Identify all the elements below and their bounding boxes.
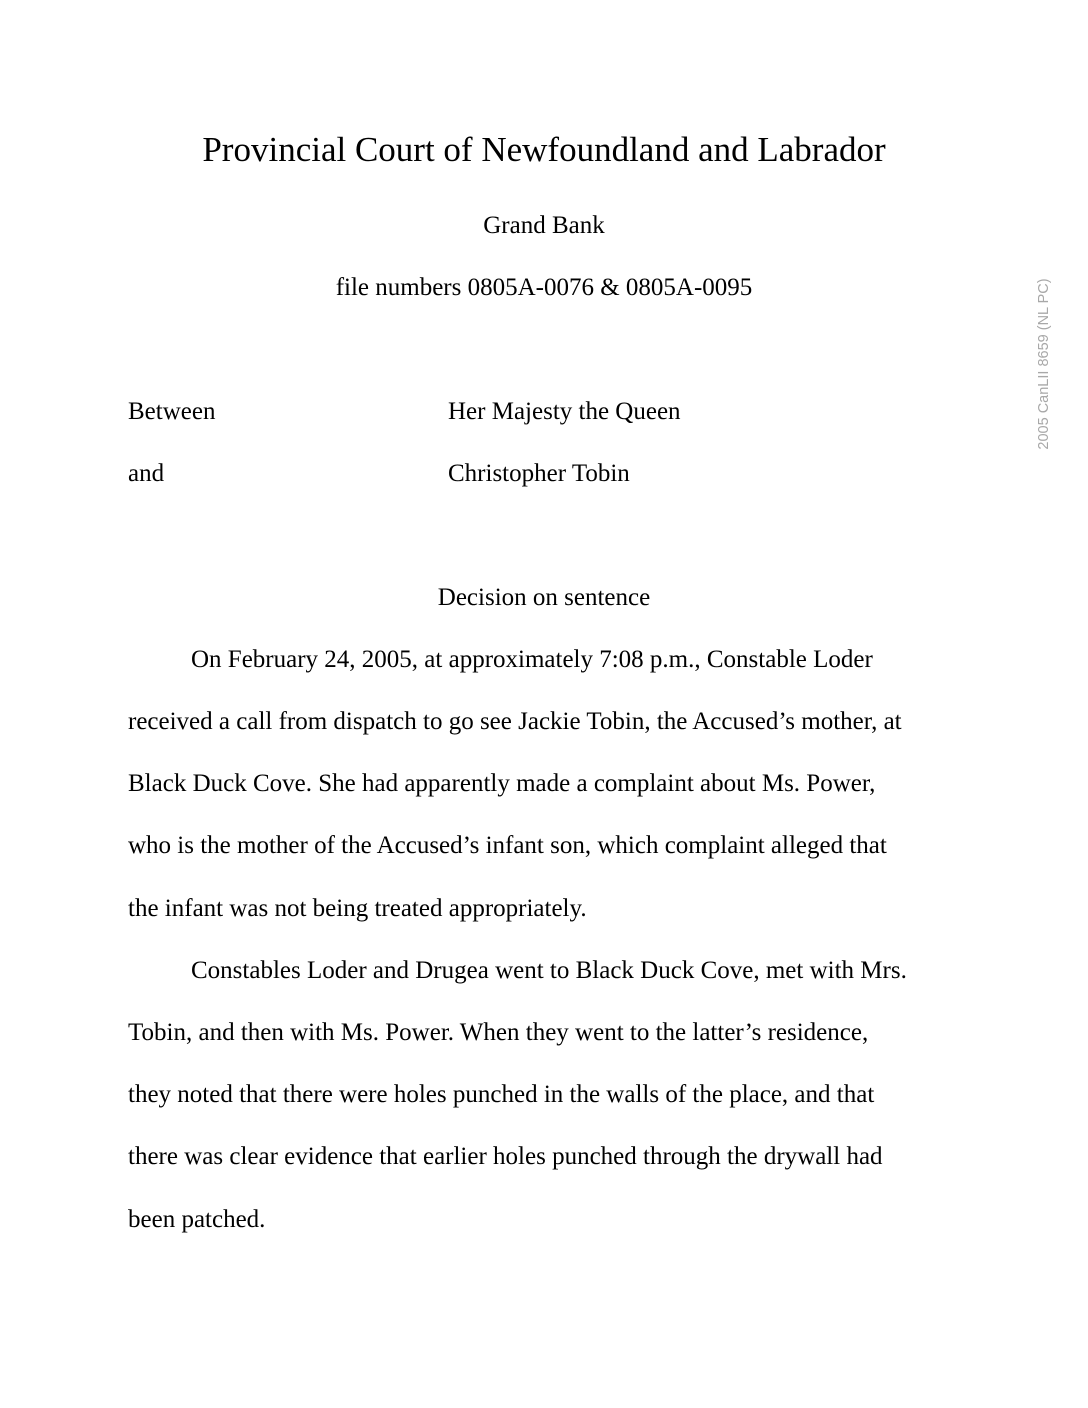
paragraph-line: Tobin, and then with Ms. Power. When they went to the latter’s residence, (128, 1019, 869, 1046)
paragraph-line: they noted that there were holes punched in the walls of the place, and that (128, 1081, 875, 1108)
paragraph-line: who is the mother of the Accused’s infant son, which complaint alleged that (128, 832, 887, 859)
court-title: Provincial Court of Newfoundland and Labrador (202, 130, 886, 169)
party-name-crown: Her Majesty the Queen (448, 398, 681, 425)
paragraph-line: received a call from dispatch to go see Jackie Tobin, the Accused’s mother, at (128, 708, 902, 735)
decision-heading: Decision on sentence (437, 584, 651, 611)
party-label-and: and (128, 460, 165, 487)
paragraph-line: Constables Loder and Drugea went to Black Duck Cove, met with Mrs. (191, 957, 907, 984)
party-label-between: Between (128, 398, 216, 425)
paragraph-line: been patched. (128, 1206, 266, 1233)
paragraph-line: On February 24, 2005, at approximately 7:08 p.m., Constable Loder (191, 646, 873, 673)
paragraph-line: Black Duck Cove. She had apparently made a complaint about Ms. Power, (128, 770, 876, 797)
paragraph-line: there was clear evidence that earlier holes punched through the drywall had (128, 1143, 883, 1170)
canlii-watermark: 2005 CanLII 8659 (NL PC) (1036, 278, 1052, 450)
paragraph-line: the infant was not being treated appropriately. (128, 895, 587, 922)
court-location: Grand Bank (483, 212, 605, 239)
party-name-accused: Christopher Tobin (448, 460, 630, 487)
file-numbers: file numbers 0805A-0076 & 0805A-0095 (335, 274, 753, 301)
